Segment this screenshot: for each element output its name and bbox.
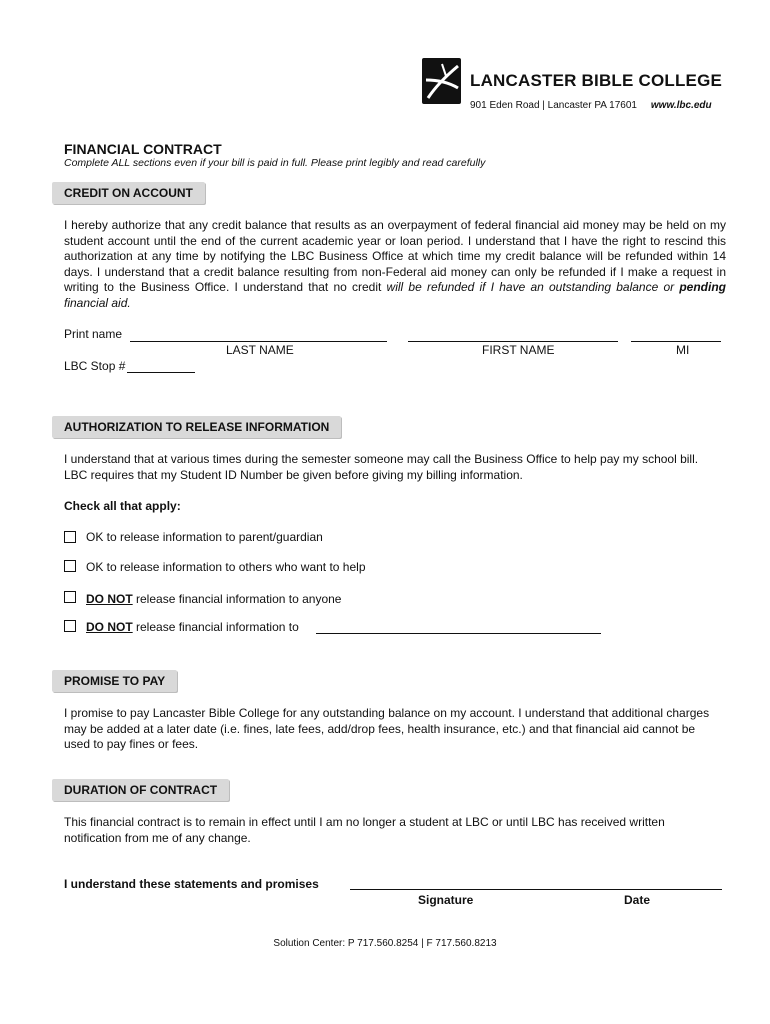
credit-emphasis-2: financial aid. xyxy=(64,295,131,310)
lbc-stop-label: LBC Stop # xyxy=(64,359,126,373)
college-address xyxy=(470,100,712,111)
website-link[interactable]: www.lbc.edu xyxy=(650,100,712,111)
address-text: 901 Eden Road | Lancaster PA 17601 xyxy=(470,100,637,111)
credit-paragraph xyxy=(64,218,726,311)
checkbox-do-not-anyone[interactable] xyxy=(64,591,76,603)
option-parent-guardian-label: OK to release information to parent/guardian xyxy=(86,530,323,544)
check-all-label: Check all that apply: xyxy=(64,499,181,513)
option-do-not-anyone-label: release financial information to anyone xyxy=(132,592,342,606)
first-name-field[interactable] xyxy=(408,341,618,342)
lbc-stop-field[interactable] xyxy=(127,372,195,373)
date-label: Date xyxy=(624,893,651,907)
do-not-prefix: DO NOT xyxy=(86,620,133,634)
mi-label: MI xyxy=(676,343,690,357)
option-do-not-specific xyxy=(86,620,299,634)
first-name-label: FIRST NAME xyxy=(482,343,555,357)
section-header-duration: DURATION OF CONTRACT xyxy=(52,779,229,801)
last-name-label: LAST NAME xyxy=(226,343,294,357)
print-name-label: Print name xyxy=(64,327,123,341)
do-not-release-to-field[interactable] xyxy=(316,633,601,634)
signature-field[interactable] xyxy=(350,889,722,890)
credit-emphasis-1: will be refunded if I have an outstanding balance or xyxy=(386,280,680,294)
checkbox-do-not-specific[interactable] xyxy=(64,620,76,632)
signature-label: Signature xyxy=(418,893,474,907)
option-do-not-anyone xyxy=(86,592,341,606)
option-do-not-specific-label: release financial information to xyxy=(132,620,299,634)
page-subtitle: Complete ALL sections even if your bill is paid in full. Please print legibly and read carefully xyxy=(64,157,486,169)
footer-contact: Solution Center: P 717.560.8254 | F 717.560.8213 xyxy=(273,938,497,949)
college-name: LANCASTER BIBLE COLLEGE xyxy=(470,71,723,90)
mi-field[interactable] xyxy=(631,341,721,342)
section-header-promise-to-pay: PROMISE TO PAY xyxy=(52,670,177,692)
do-not-prefix: DO NOT xyxy=(86,592,133,606)
page-title: FINANCIAL CONTRACT xyxy=(64,141,222,157)
credit-paragraph-text: I hereby authorize that any credit balance that results as an overpayment of federal financial aid money may be held on my student account until the end of the current academic year or loan period. I understand that I have the right to rescind this authorization at any time by notifying the LBC Business Office at which time my credit balance will be refunded within 14 days. I understand that a credit balance resulting from non-Federal aid money can only be refunded if I make a request in writing to the Business Office. I understand that no credit xyxy=(64,218,726,294)
option-others-label: OK to release information to others who want to help xyxy=(86,560,366,574)
lbc-cross-logo-icon xyxy=(422,58,461,104)
checkbox-others[interactable] xyxy=(64,560,76,572)
signature-statement: I understand these statements and promises xyxy=(64,877,319,891)
last-name-field[interactable] xyxy=(130,341,387,342)
section-header-authorization: AUTHORIZATION TO RELEASE INFORMATION xyxy=(52,416,341,438)
section-header-credit-on-account: CREDIT ON ACCOUNT xyxy=(52,182,205,204)
promise-paragraph: I promise to pay Lancaster Bible College for any outstanding balance on my account. I understand that additional charges may be added at a later date (i.e. fines, late fees, add/drop fees, health insurance, etc.) and that financial aid cannot be used to pay fines or fees. xyxy=(64,706,710,751)
credit-emphasis-bold: pending xyxy=(679,280,726,294)
checkbox-parent-guardian[interactable] xyxy=(64,531,76,543)
authorization-paragraph: I understand that at various times during the semester someone may call the Business Office to help pay my school bill. LBC requires that my Student ID Number be given before giving my billing information. xyxy=(64,452,699,482)
duration-paragraph: This financial contract is to remain in effect until I am no longer a student at LBC or until LBC has received written notification from me of any change. xyxy=(64,815,665,845)
